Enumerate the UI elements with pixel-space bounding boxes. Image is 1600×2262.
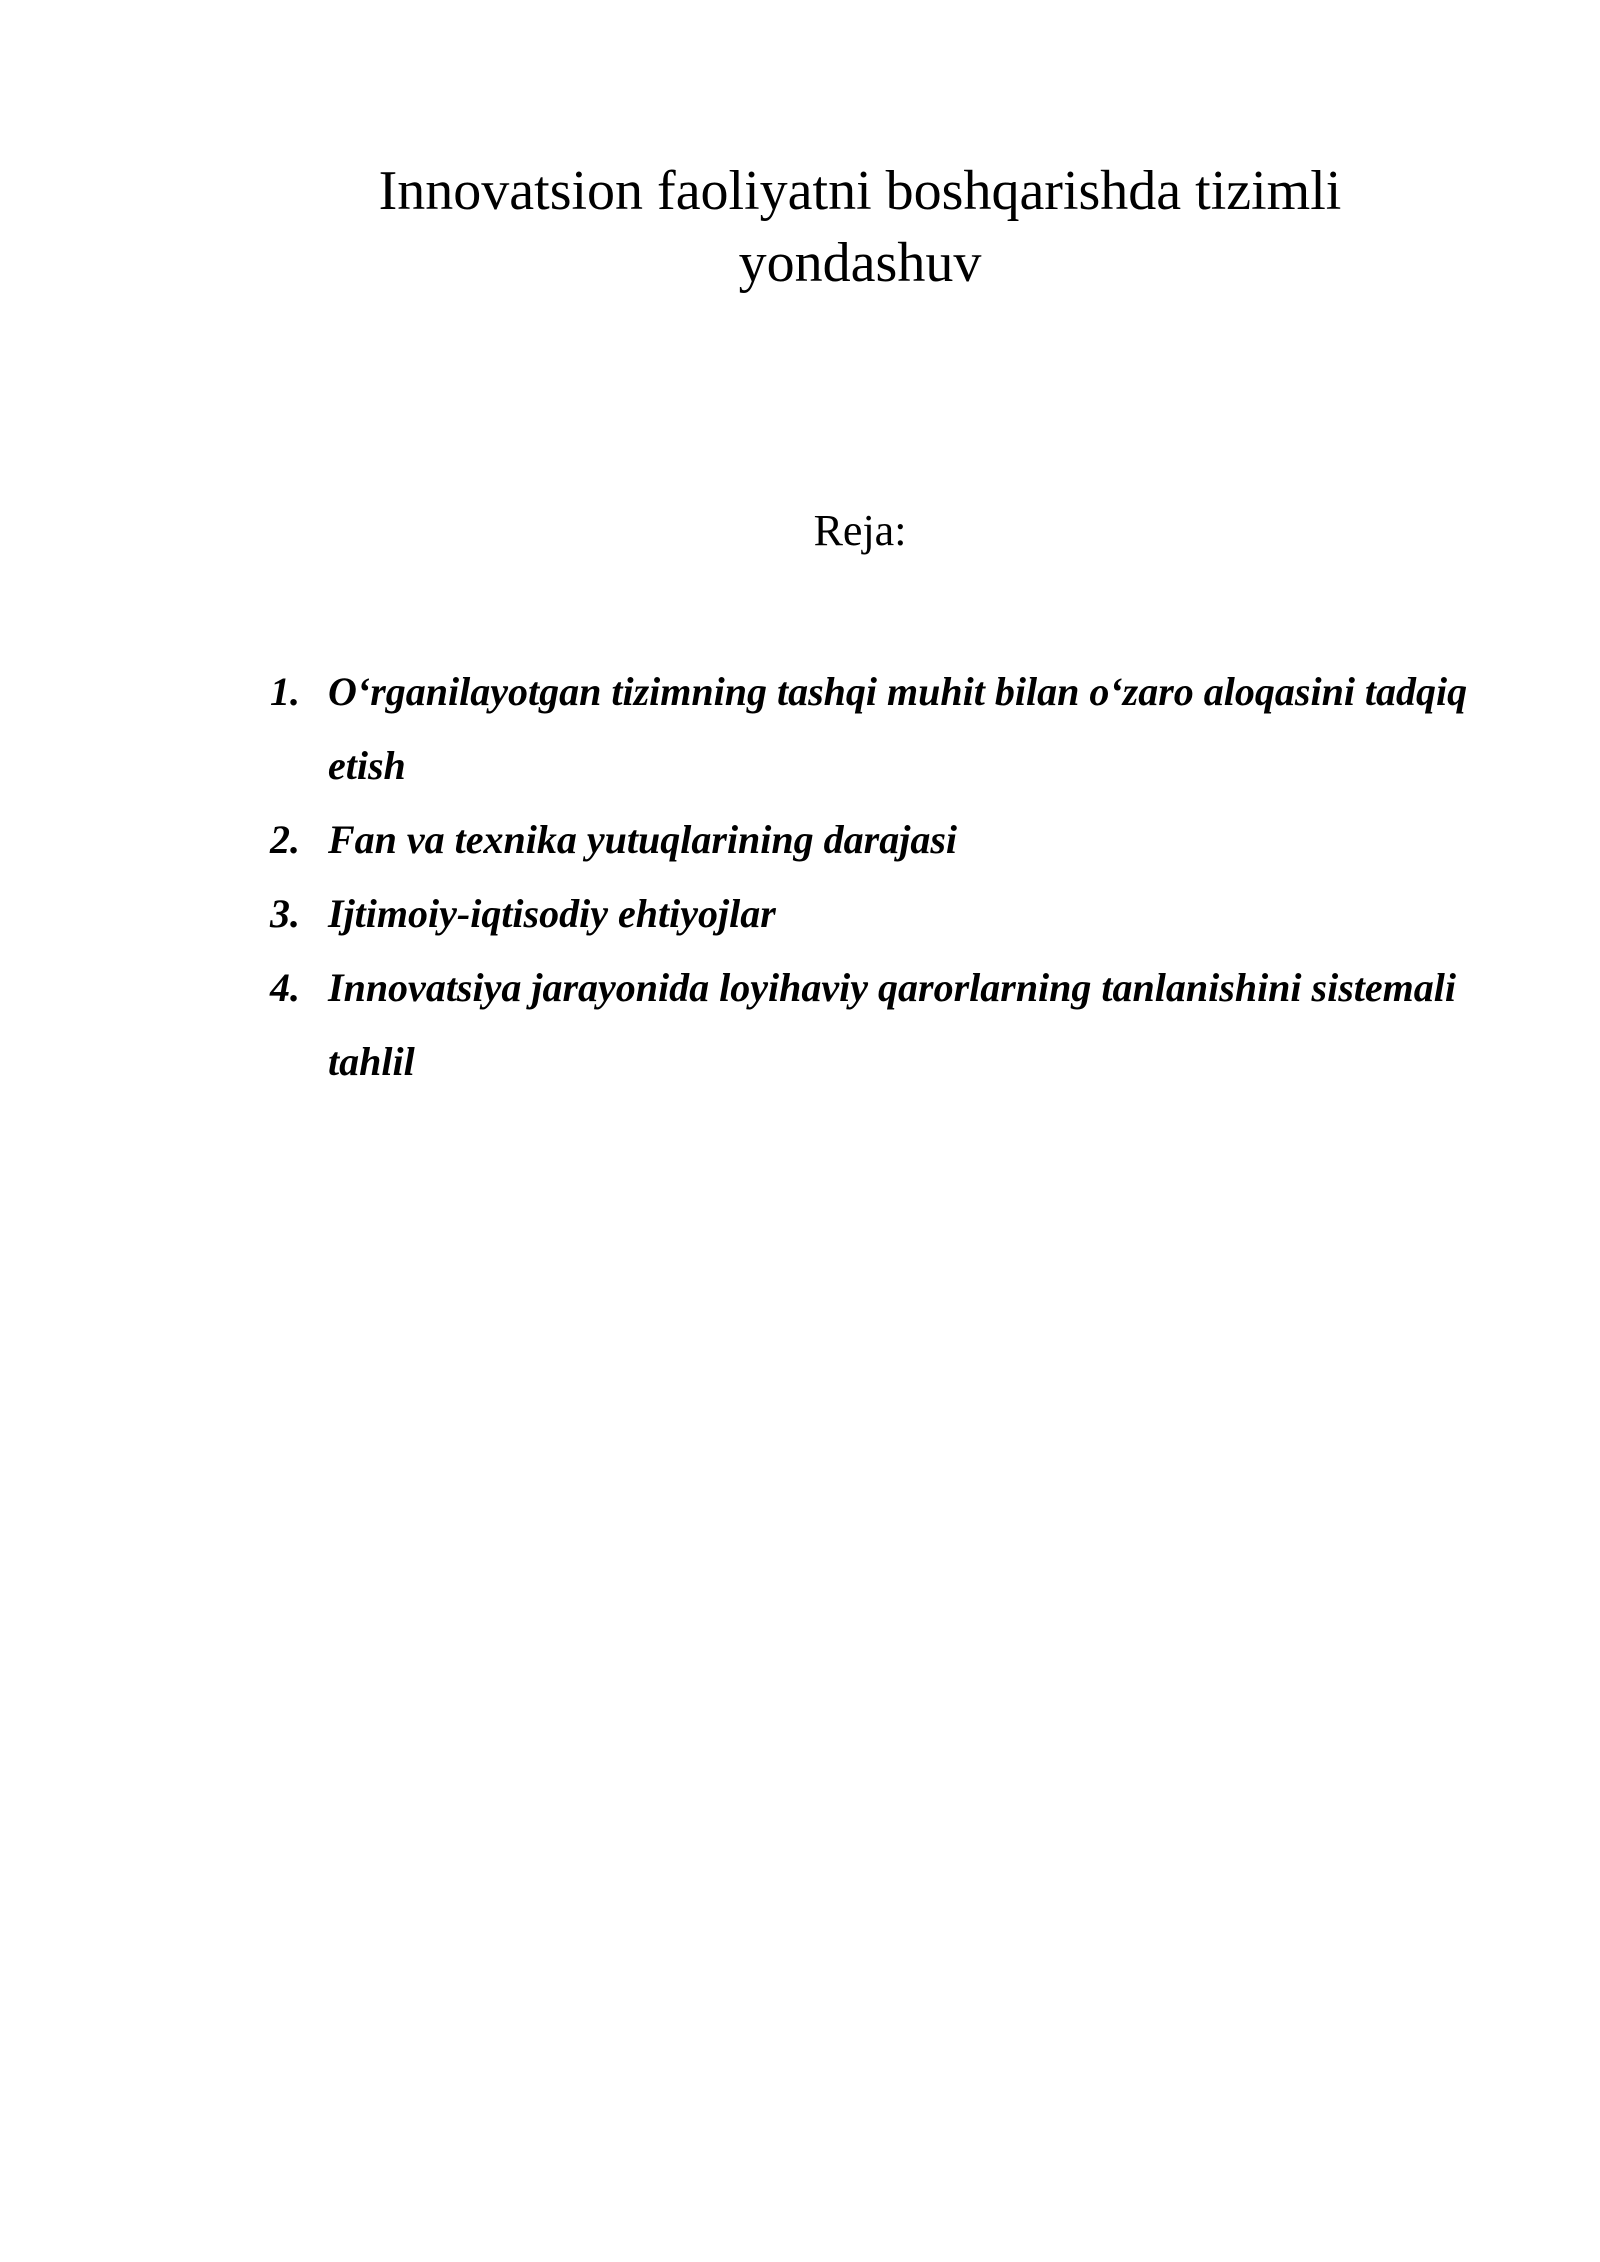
plan-item-4 (270, 951, 1470, 1099)
title-line-1: Innovatsion faoliyatni boshqarishda tizimli (378, 160, 1342, 222)
plan-item-number: 2. (270, 817, 300, 862)
plan-heading: Reja: (813, 506, 907, 555)
plan-item-2 (270, 803, 1470, 877)
plan-list (270, 655, 1470, 1099)
plan-item-text: O‘rganilayotgan tizimning tashqi muhit bilan o‘zaro aloqasini tadqiq etish (328, 669, 1468, 788)
plan-item-text: Ijtimoiy-iqtisodiy ehtiyojlar (328, 891, 776, 936)
plan-item-text: Innovatsiya jarayonida loyihaviy qarorlarning tanlanishini sistemali tahlil (328, 965, 1456, 1084)
plan-item-1 (270, 655, 1470, 803)
plan-item-3 (270, 877, 1470, 951)
document-title (330, 155, 1390, 299)
title-line-2: yondashuv (738, 232, 982, 294)
plan-item-text: Fan va texnika yutuqlarining darajasi (328, 817, 958, 862)
plan-item-number: 1. (270, 669, 300, 714)
plan-item-number: 3. (270, 891, 300, 936)
plan-item-number: 4. (270, 965, 300, 1010)
